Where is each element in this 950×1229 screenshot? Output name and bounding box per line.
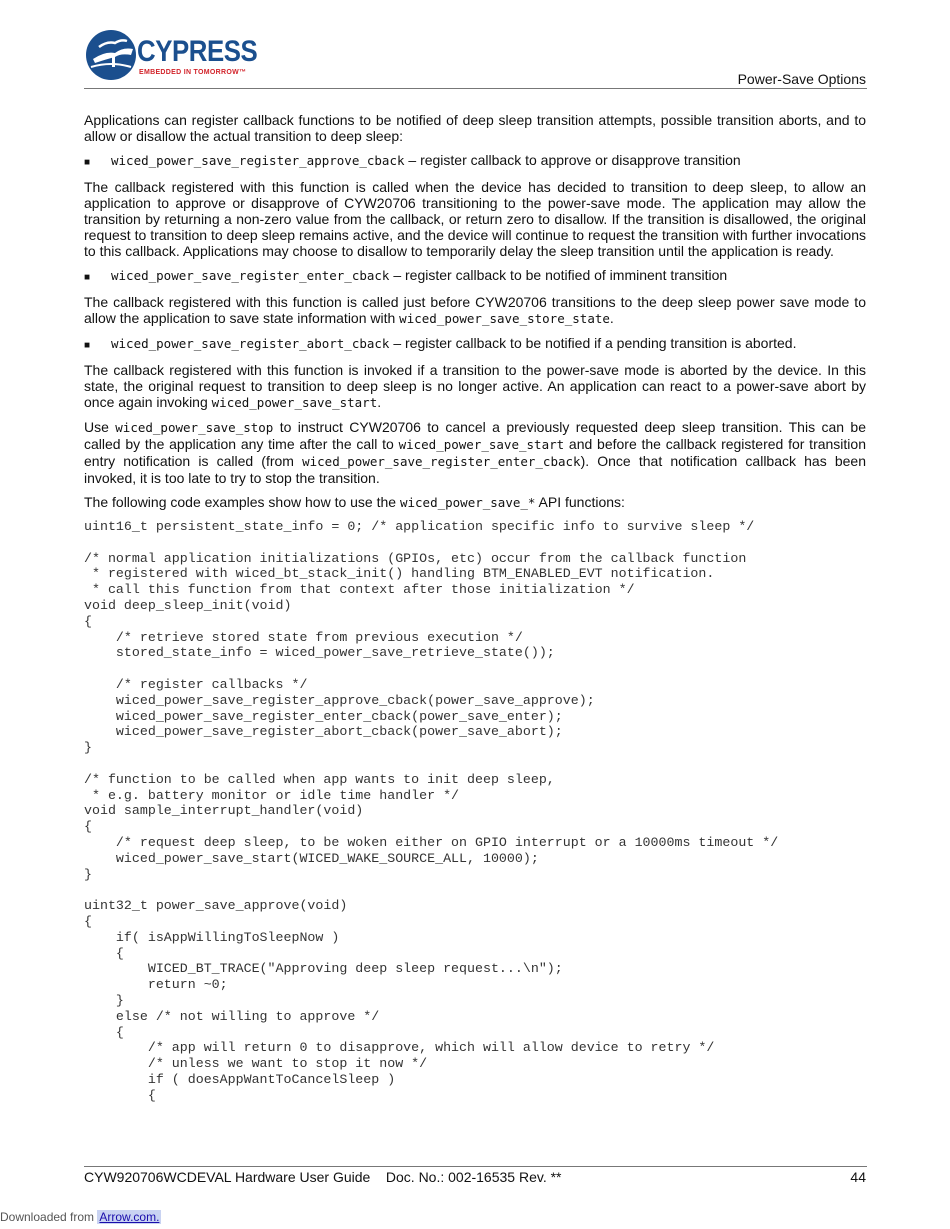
sentence-end: . [377,394,382,410]
footer-document-info: CYW920706WCDEVAL Hardware User Guide Doc. No.: 002-16535 Rev. ** [84,1169,562,1185]
cypress-logo [85,29,258,81]
api-name: wiced_power_save_register_approve_cback [111,153,405,168]
bullet-text [111,267,727,284]
inline-code: wiced_power_save_* [399,495,536,510]
downloaded-from [0,1210,161,1224]
enter-description [84,294,866,327]
bullet-description: – register callback to be notified if a pending transition is aborted. [389,335,797,351]
enter-description-text: The callback registered with this function is called just before CYW20706 transitions to the deep sleep power save mode to allow the application to save state information with [84,294,866,326]
inline-code: wiced_power_save_stop [115,420,274,435]
inline-code: wiced_power_save_start [211,395,378,410]
page-content [84,112,866,1103]
square-bullet-icon: ■ [84,157,91,168]
cypress-tree-globe-icon [85,29,137,81]
arrow-link[interactable]: Arrow.com. [99,1210,160,1224]
inline-code: wiced_power_save_start [398,437,565,452]
square-bullet-icon: ■ [84,340,91,351]
downloaded-from-label: Downloaded from [0,1210,98,1224]
code-listing: uint16_t persistent_state_info = 0; /* application specific info to survive sleep */ /* normal application initializations (GPIOs, etc) occur from the callback function * registered with wiced_bt_stack_init() handling BTM_ENABLED_EVT notification. * call this function from that context after those initialization */ void deep_sleep_init(void) { /* retrieve stored state from previous execution */ stored_state_info = wiced_power_save_retrieve_state()); /* register callbacks */ wiced_power_save_register_approve_cback(power_save_approve); wiced_power_save_register_enter_cback(power_save_enter); wiced_power_save_register_abort_cback(power_save_abort); } /* function to be called when app wants to init deep sleep, * e.g. battery monitor or idle time handler */ void sample_interrupt_handler(void) { /* request deep sleep, to be woken either on GPIO interrupt or a 10000ms timeout */ wiced_power_save_start(WICED_WAKE_SOURCE_ALL, 10000); } uint32_t power_save_approve(void) { if( isAppWillingToSleepNow ) { WICED_BT_TRACE("Approving deep sleep request...\n"); return ~0; } else /* not willing to approve */ { /* app will return 0 to disapprove, which will allow device to retry */ /* unless we want to stop it now */ if ( doesAppWantToCancelSleep ) { [84,519,779,1103]
bullet-approve-cback [84,152,866,171]
square-bullet-icon: ■ [84,272,91,283]
bullet-description: – register callback to approve or disapprove transition [404,152,741,168]
abort-description [84,362,866,411]
header-divider [84,88,867,89]
stop-text-4: ). Once that notification callback has been invoked, it is too late to try to stop the transition. [84,453,866,486]
approve-description: The callback registered with this function is called when the device has decided to transition to deep sleep, to allow an application to approve or disapprove of CYW20706 transitioning to the power-save mode. The application may allow the transition by returning a non-zero value from the callback, or return zero to disallow. If the transition is disallowed, the original request to transition to deep sleep remains active, and the device will continue to request the transition with further invocations to this callback. Applications may choose to disallow to temporarily delay the sleep transition until the application is ready. [84,179,866,259]
bullet-text [111,335,796,352]
stop-description [84,419,866,486]
bullet-description: – register callback to be notified of imminent transition [389,267,728,283]
api-name: wiced_power_save_register_enter_cback [111,268,390,283]
examples-text-2: API functions: [535,494,625,510]
sentence-end: . [609,310,614,326]
bullet-text [111,152,741,169]
section-title: Power-Save Options [737,71,866,87]
intro-paragraph: Applications can register callback functions to be notified of deep sleep transition attempts, possible transition aborts, and to allow or disallow the actual transition to deep sleep: [84,112,866,144]
footer-divider [84,1166,867,1167]
stop-text-2: to instruct CYW20706 to cancel a previously requested deep sleep transition. This can be called by the application any time after the call to [84,419,866,452]
logo-tagline: EMBEDDED IN TOMORROW™ [139,69,247,76]
examples-text-1: The following code examples show how to use the [84,494,400,510]
logo-brand-text: CYPRESS [137,35,258,68]
examples-intro [84,494,866,511]
bullet-abort-cback [84,335,866,354]
api-name: wiced_power_save_register_abort_cback [111,336,390,351]
abort-description-text: The callback registered with this function is invoked if a transition to the power-save mode is aborted by the device. In this state, the original request to transition to deep sleep is no longer active. An application can react to a power-save abort by once again invoking [84,362,866,410]
page-number: 44 [850,1169,866,1185]
stop-text-1: Use [84,419,116,435]
bullet-enter-cback [84,267,866,286]
stop-text-3: and before the callback registered for transition entry notification is called (from [84,436,866,469]
inline-code: wiced_power_save_register_enter_cback [302,454,581,469]
inline-code: wiced_power_save_store_state [399,311,610,326]
